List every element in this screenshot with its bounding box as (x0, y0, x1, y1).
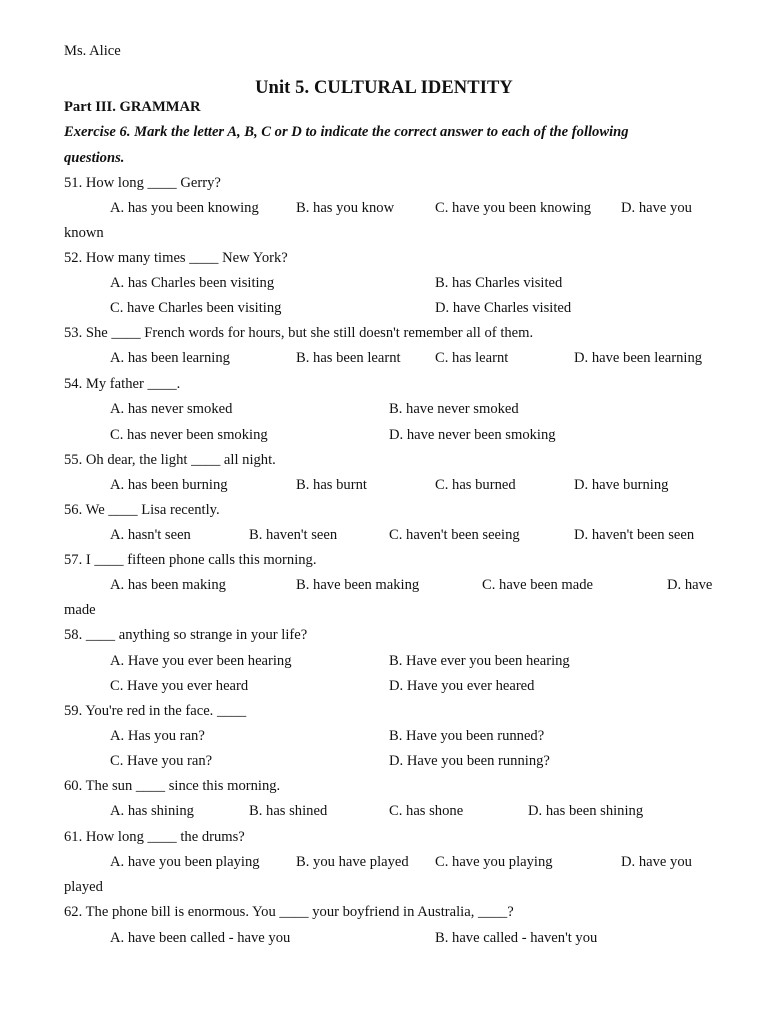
option-c: C. have you been knowing (435, 200, 592, 216)
exercise-instruction: Exercise 6. Mark the letter A, B, C or D to indicate the correct answer to each of the following (64, 124, 629, 140)
option-a: A. Have you ever been hearing (110, 653, 292, 669)
option-d: D. Have you been running? (389, 753, 550, 769)
option-b: B. have been making (296, 577, 420, 593)
option-b: B. haven't seen (249, 527, 338, 543)
option-b: B. Have you been runned? (389, 728, 545, 744)
option-b: B. has Charles visited (435, 275, 563, 291)
question-stem: 55. Oh dear, the light ____ all night. (64, 452, 276, 468)
option-a: A. has shining (110, 803, 194, 819)
question-stem: 56. We ____ Lisa recently. (64, 502, 220, 518)
option-a: A. has Charles been visiting (110, 275, 275, 291)
option-c: C. have Charles been visiting (110, 300, 282, 316)
author-name: Ms. Alice (64, 43, 121, 59)
option-c: C. Have you ever heard (110, 678, 249, 694)
option-d: D. have you (621, 854, 692, 870)
option-d-continued: made (64, 602, 96, 618)
option-d: D. have never been smoking (389, 427, 556, 443)
option-c: C. have been made (482, 577, 594, 593)
option-d: D. have burning (574, 477, 669, 493)
exercise-instruction-continued: questions. (64, 150, 125, 166)
option-d: D. haven't been seen (574, 527, 695, 543)
option-b: B. have never smoked (389, 401, 519, 417)
option-d: D. have Charles visited (435, 300, 572, 316)
option-c: C. has learnt (435, 350, 509, 366)
option-b: B. has been learnt (296, 350, 401, 366)
option-c: C. has never been smoking (110, 427, 268, 443)
question-stem: 62. The phone bill is enormous. You ____ your boyfriend in Australia, ____? (64, 904, 514, 920)
option-d: D. have you (621, 200, 692, 216)
option-d: D. have (667, 577, 713, 593)
option-a: A. have you been playing (110, 854, 260, 870)
option-c: C. haven't been seeing (389, 527, 520, 543)
question-stem: 57. I ____ fifteen phone calls this morning. (64, 552, 317, 568)
option-d-continued: known (64, 225, 104, 241)
question-stem: 60. The sun ____ since this morning. (64, 778, 281, 794)
option-b: B. have called - haven't you (435, 930, 598, 946)
option-a: A. have been called - have you (110, 930, 291, 946)
question-stem: 59. You're red in the face. ____ (64, 703, 247, 719)
option-c: C. has burned (435, 477, 516, 493)
option-a: A. has been learning (110, 350, 230, 366)
option-a: A. has never smoked (110, 401, 233, 417)
option-b: B. Have ever you been hearing (389, 653, 570, 669)
question-stem: 53. She ____ French words for hours, but she still doesn't remember all of them. (64, 325, 534, 341)
option-c: C. Have you ran? (110, 753, 213, 769)
option-b: B. has burnt (296, 477, 367, 493)
option-d: D. have been learning (574, 350, 703, 366)
option-c: C. have you playing (435, 854, 553, 870)
option-a: A. has you been knowing (110, 200, 259, 216)
page-title: Unit 5. CULTURAL IDENTITY (255, 78, 513, 98)
option-d: D. has been shining (528, 803, 644, 819)
option-c: C. has shone (389, 803, 464, 819)
question-stem: 54. My father ____. (64, 376, 181, 392)
option-a: A. Has you ran? (110, 728, 205, 744)
option-a: A. has been burning (110, 477, 228, 493)
question-stem: 61. How long ____ the drums? (64, 829, 245, 845)
option-a: A. has been making (110, 577, 226, 593)
option-b: B. has shined (249, 803, 328, 819)
question-stem: 52. How many times ____ New York? (64, 250, 288, 266)
option-b: B. you have played (296, 854, 409, 870)
option-d-continued: played (64, 879, 103, 895)
option-b: B. has you know (296, 200, 395, 216)
option-d: D. Have you ever heared (389, 678, 535, 694)
option-a: A. hasn't seen (110, 527, 191, 543)
part-heading: Part III. GRAMMAR (64, 99, 201, 115)
question-stem: 51. How long ____ Gerry? (64, 175, 221, 191)
question-stem: 58. ____ anything so strange in your life? (64, 627, 308, 643)
